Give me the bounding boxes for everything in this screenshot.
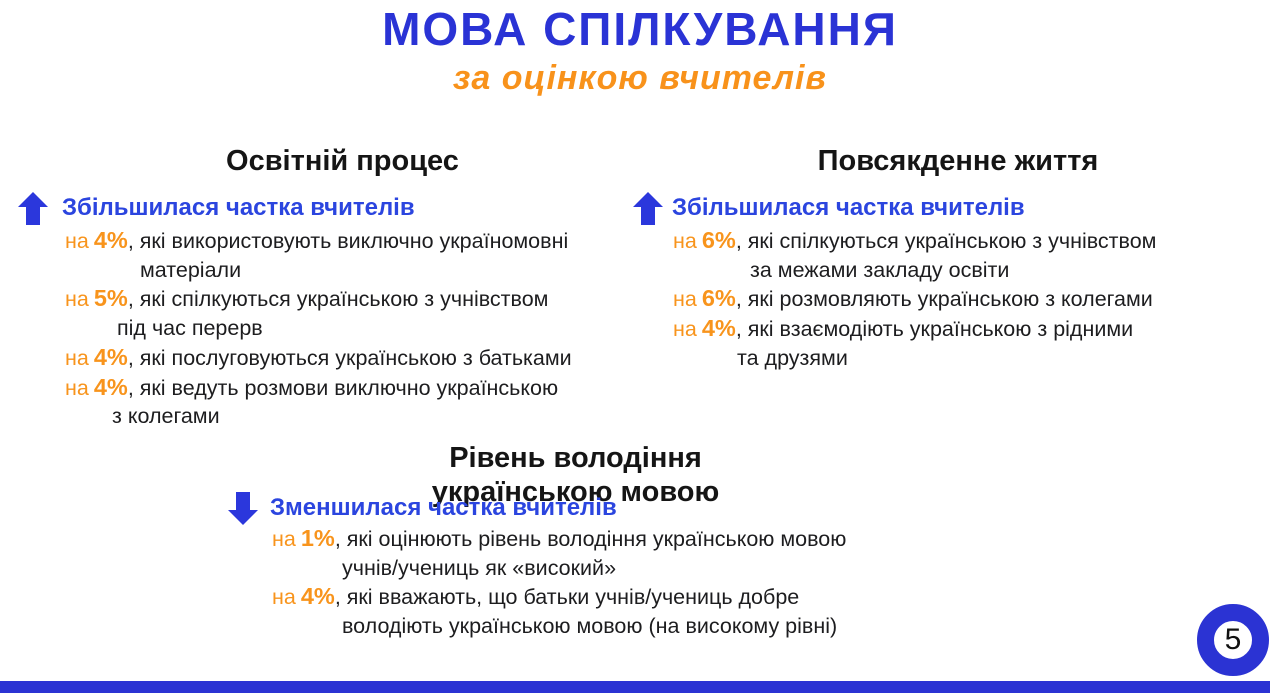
stat-item-continuation: матеріали [140,257,242,282]
stat-text: , які використовують виключно україномовні [127,229,569,253]
stat-item [65,373,572,403]
page-title: МОВА СПІЛКУВАННЯ [382,3,898,55]
stat-item [272,524,846,554]
stat-item [65,226,572,256]
trend-label-education: Збільшилася частка вчителів [62,194,415,221]
stat-percent: 4% [93,227,128,253]
stat-percent: 4% [701,315,736,342]
stat-item-continuation: та друзями [737,345,848,370]
stat-prep: на [673,317,697,342]
stat-list-proficiency [272,524,846,641]
stat-item-continuation: учнів/учениць як «високий» [342,555,617,580]
up-arrow-icon [18,192,48,225]
page-number: 5 [1224,623,1242,656]
stat-text: , які розмовляють українською з колегами [735,287,1153,312]
page-number-badge [1197,604,1269,676]
stat-item-continuation: під час перерв [117,316,263,341]
stat-text: , які спілкуються українською з учнівством [735,229,1157,253]
stat-percent: 6% [701,285,736,312]
stat-percent: 5% [93,285,128,312]
stat-item [272,582,846,612]
stat-percent: 1% [300,525,335,551]
stat-prep: на [673,287,697,312]
stat-percent: 6% [701,227,736,253]
stat-item-continuation: з колегами [112,404,220,429]
down-arrow-icon [228,492,258,525]
stat-percent: 4% [93,343,128,370]
stat-prep: на [65,229,89,253]
stat-prep: на [65,345,89,370]
section-header-education: Освітній процес [226,145,459,177]
stat-prep: на [673,229,697,253]
up-arrow-icon [633,192,663,225]
stat-prep: на [65,287,89,312]
section-header-daily-life: Повсякденне життя [817,145,1099,177]
stat-item [673,314,1156,344]
stat-item [673,284,1156,314]
stat-text: , які вважають, що батьки учнів/учениць добре [334,585,800,610]
stat-list-education [65,226,572,431]
stat-prep: на [272,585,296,610]
stat-percent: 4% [300,583,335,610]
stat-list-daily-life [673,226,1156,373]
stat-text: , які оцінюють рівень володіння українською мовою [334,527,847,551]
stat-text: , які послуговуються українською з батьками [127,345,572,370]
stat-item [673,226,1156,256]
stat-text: , які спілкуються українською з учнівством [127,287,549,312]
trend-label-daily-life: Збільшилася частка вчителів [672,194,1025,221]
stat-item-continuation: за межами закладу освіти [750,257,1010,282]
stat-item [65,343,572,373]
stat-prep: на [272,527,296,551]
stat-item-continuation: володіють українською мовою (на високому рівні) [342,614,838,639]
stat-percent: 4% [93,373,128,400]
stat-text: , які взаємодіють українською з рідними [735,317,1134,342]
bottom-accent-bar [0,681,1270,693]
trend-label-proficiency: Зменшилася частка вчителів [270,494,617,521]
section-header-proficiency: Рівень володіння українською мовою [431,442,720,508]
stat-text: , які ведуть розмови виключно українською [127,375,559,400]
stat-item [65,284,572,314]
stat-prep: на [65,375,89,400]
page-subtitle: за оцінкою вчителів [453,59,827,97]
